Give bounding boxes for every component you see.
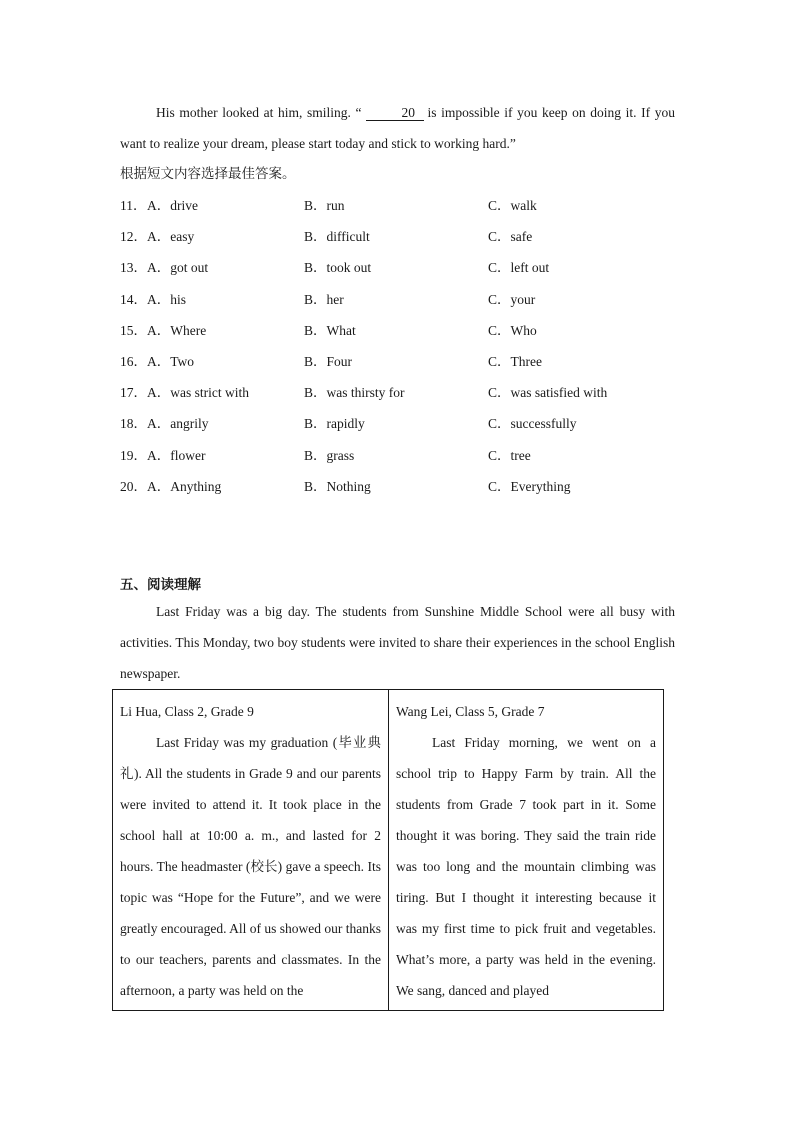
question-row [120, 315, 680, 346]
option-a: A．drive [147, 198, 198, 213]
option-c: C．Who [488, 322, 537, 338]
option-c: C．left out [488, 260, 550, 276]
story-right-author: Wang Lei, Class 5, Grade 7 [396, 704, 545, 719]
question-row [120, 408, 680, 439]
story-right-body: Last Friday morning, we went on a school trip to Happy Farm by train. All the students from Grade 7 took part in it. Some thought it was boring. They said the train ride was too long and the mountain climbing was tiring. But I thought it interesting because it was my first time to pick fruit and vegetables. What’s more, a party was held in the evening. We sang, danced and played [396, 735, 656, 998]
option-b: B．difficult [304, 229, 370, 245]
option-c: C．safe [488, 229, 533, 245]
option-c: C．Everything [488, 478, 571, 494]
blank-20: 20 [366, 105, 424, 121]
question-row [120, 377, 680, 408]
question-number: 20． [120, 478, 147, 494]
option-a: A．flower [147, 447, 206, 463]
reading-intro-paragraph: Last Friday was a big day. The students from Sunshine Middle School were all busy with activities. This Monday, two boy students were invited to share their experiences in the school English newspaper. [120, 604, 675, 681]
option-b: B．Four [304, 353, 353, 369]
question-row [120, 190, 680, 221]
question-row [120, 346, 680, 377]
instruction-text: 根据短文内容选择最佳答案。 [120, 166, 296, 182]
question-row [120, 471, 680, 502]
question-row [120, 284, 680, 315]
option-c: C．was satisfied with [488, 385, 608, 401]
option-c: C．walk [488, 198, 537, 213]
option-a: A．was strict with [147, 385, 249, 401]
story-right-column [388, 690, 663, 1010]
story-left-column [113, 690, 388, 1010]
option-b: B．run [304, 198, 345, 213]
option-c: C．your [488, 291, 536, 307]
question-number: 12． [120, 229, 147, 245]
option-a: A．his [147, 291, 187, 307]
story-left-body: Last Friday was my graduation (毕业典礼). All the students in Grade 9 and our parents were invited to attend it. It took place in the school hall at 10:00 a. m., and lasted for 2 hours. The headmaster (校长) gave a speech. Its topic was “Hope for the Future”, and we were greatly encouraged. All of us showed our thanks to our teachers, parents and classmates. In the afternoon, a party was held on the [120, 735, 381, 998]
section-title: 五、阅读理解 [120, 577, 201, 593]
question-row [120, 252, 680, 283]
story-left-author: Li Hua, Class 2, Grade 9 [120, 704, 254, 719]
question-number: 18． [120, 416, 147, 432]
question-number: 13． [120, 260, 147, 276]
question-number: 17． [120, 385, 147, 401]
question-row [120, 440, 680, 471]
option-b: B．was thirsty for [304, 385, 405, 401]
passage-text-after-blank: is impossible if you keep on doing it. If you want to realize your dream, please start today and stick to working hard.” [120, 105, 675, 151]
passage-ending-paragraph [120, 97, 675, 159]
option-b: B．What [304, 322, 356, 338]
question-number: 14． [120, 291, 147, 307]
option-a: A．angrily [147, 416, 209, 432]
question-options-list [120, 190, 680, 502]
option-c: C．Three [488, 353, 542, 369]
option-b: B．Nothing [304, 478, 371, 494]
question-number: 19． [120, 447, 147, 463]
option-c: C．tree [488, 447, 531, 463]
option-b: B．grass [304, 447, 355, 463]
question-number: 11． [120, 198, 147, 213]
question-number: 16． [120, 353, 147, 369]
question-number: 15． [120, 322, 147, 338]
option-a: A．Anything [147, 478, 222, 494]
stories-table [112, 689, 664, 1011]
option-b: B．her [304, 291, 344, 307]
passage-text-before-blank: His mother looked at him, smiling. “ [156, 105, 362, 120]
option-a: A．Two [147, 353, 195, 369]
option-a: A．Where [147, 322, 207, 338]
question-row [120, 221, 680, 252]
option-a: A．easy [147, 229, 195, 245]
option-b: B．took out [304, 260, 372, 276]
option-b: B．rapidly [304, 416, 365, 432]
option-a: A．got out [147, 260, 209, 276]
option-c: C．successfully [488, 416, 577, 432]
